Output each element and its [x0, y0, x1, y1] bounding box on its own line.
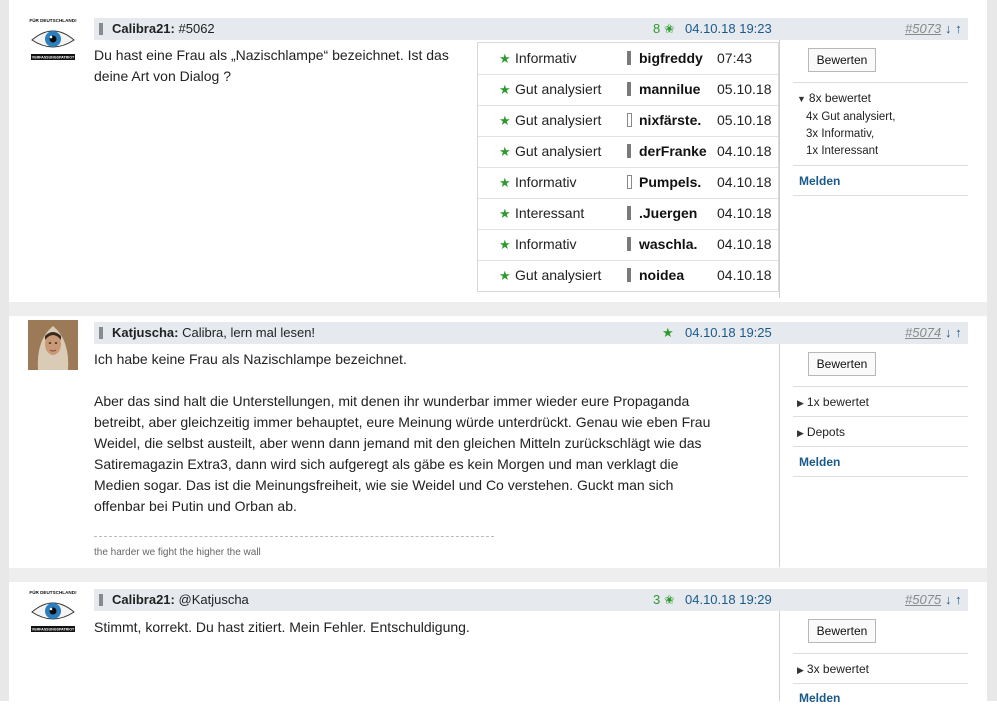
rating-row[interactable]: ★ Interessant .Juergen 04.10.18 — [478, 198, 778, 230]
rating-row[interactable]: ★ Informativ Pumpels. 04.10.18 — [478, 167, 778, 199]
navigate-arrows[interactable]: ↓ ↑ — [945, 325, 962, 340]
user-indicator-icon — [627, 175, 632, 189]
column-divider — [779, 344, 780, 567]
rater-name[interactable]: bigfreddy — [639, 50, 703, 66]
svg-text:VERFASSUNGSPATRIOT: VERFASSUNGSPATRIOT — [31, 55, 75, 60]
star-icon: ★ — [499, 113, 511, 128]
ratings-popup — [477, 42, 779, 292]
post-header — [94, 589, 968, 611]
divider — [793, 683, 968, 684]
header-marker — [99, 23, 103, 35]
body-line: Du hast eine Frau als „Nazischlampe“ bezeichnet. Ist das — [94, 47, 449, 63]
rater-name[interactable]: derFranke — [639, 143, 707, 159]
star-icon: ★ — [499, 144, 511, 159]
post-number-link[interactable]: #5073 — [905, 21, 942, 36]
user-indicator-icon — [627, 206, 631, 220]
page-frame-left — [0, 0, 9, 701]
rating-row[interactable]: ★ Gut analysiert noidea 04.10.18 — [499, 267, 772, 283]
star-icon: ★ — [499, 206, 511, 221]
ratings-toggle[interactable]: ▼ 8x bewertet — [797, 91, 871, 105]
post-separator — [9, 302, 987, 316]
divider — [793, 416, 968, 417]
post-date: 04.10.18 19:25 — [685, 325, 772, 340]
rating-row[interactable]: ★ Informativ bigfreddy 07:43 — [478, 43, 778, 75]
depots-toggle[interactable]: ▶ Depots — [797, 425, 845, 439]
signature-divider — [94, 536, 494, 537]
post-body — [94, 617, 470, 638]
avatar-katjuscha[interactable] — [28, 320, 78, 370]
triangle-right-icon: ▶ — [797, 398, 804, 408]
svg-text:FÜR DEUTSCHLAND!: FÜR DEUTSCHLAND! — [29, 18, 77, 23]
user-indicator-icon — [627, 268, 631, 282]
post-header — [94, 18, 968, 40]
post-header — [94, 322, 968, 344]
body-line: Medien sogar. Das ist die Meinungsfreiheit, wie sie Weidel und Co verstehen. Guckt man sich — [94, 477, 674, 493]
divider — [793, 195, 968, 196]
column-divider — [779, 40, 780, 298]
rating-row[interactable]: ★ Gut analysiert mannilue 05.10.18 — [478, 74, 778, 106]
report-link[interactable]: Melden — [799, 691, 841, 705]
body-line: Weidel, die selbst austeilt, aber wenn dann jemand mit den gleichen Mitteln zurückschlägt wie das — [94, 435, 702, 451]
body-blank-line — [94, 370, 710, 391]
rater-name[interactable]: noidea — [639, 267, 685, 283]
svg-text:FÜR DEUTSCHLAND!: FÜR DEUTSCHLAND! — [29, 590, 77, 595]
avatar-calibra21[interactable] — [28, 16, 78, 66]
user-indicator-icon — [627, 82, 631, 96]
rating-row[interactable]: ★ Informativ waschla. 04.10.18 — [478, 229, 778, 261]
divider — [793, 82, 968, 83]
star-plus-icon: ★ — [662, 325, 674, 340]
star-count: 8 ✬ — [653, 21, 675, 36]
divider — [793, 476, 968, 477]
star-plus-icon: ✬ — [663, 21, 675, 36]
body-line: Ich habe keine Frau als Nazischlampe bezeichnet. — [94, 351, 407, 367]
triangle-right-icon: ▶ — [797, 665, 804, 675]
signature: the harder we fight the higher the wall — [94, 547, 261, 558]
report-link[interactable]: Melden — [799, 174, 841, 188]
rating-row[interactable]: ★ Gut analysiert derFranke 04.10.18 — [478, 136, 778, 168]
svg-text:VERFASSUNGSPATRIOT: VERFASSUNGSPATRIOT — [31, 627, 75, 632]
post-body — [94, 45, 449, 87]
triangle-right-icon: ▶ — [797, 428, 804, 438]
page-frame-right — [987, 0, 997, 701]
column-divider — [779, 611, 780, 701]
user-indicator-icon — [627, 113, 632, 127]
user-indicator-icon — [627, 51, 631, 65]
post-number-link[interactable]: #5074 — [905, 325, 942, 340]
rater-name[interactable]: .Juergen — [639, 205, 698, 221]
body-line: Satiremagazin Extra3, dann wird sich aufgeregt als gäbe es kein Morgen und man verklagt die — [94, 456, 679, 472]
rate-button[interactable]: Bewerten — [808, 619, 876, 643]
body-line: betreibt, aber gleichzeitig immer behauptet, eure Meinung würde unterdrückt. Genau wie eben Frau — [94, 414, 711, 430]
navigate-arrows[interactable]: ↓ ↑ — [945, 592, 962, 607]
post-date: 04.10.18 19:29 — [685, 592, 772, 607]
rater-name[interactable]: mannilue — [639, 81, 701, 97]
star-icon: ★ — [499, 51, 511, 66]
user-indicator-icon — [627, 144, 631, 158]
post-author[interactable]: Calibra21: #5062 — [112, 21, 215, 36]
rater-name[interactable]: waschla. — [639, 236, 698, 252]
divider — [793, 653, 968, 654]
report-link[interactable]: Melden — [799, 455, 841, 469]
user-indicator-icon — [627, 237, 631, 251]
star-icon: ★ — [499, 82, 511, 97]
avatar-calibra21[interactable] — [28, 588, 78, 638]
star-count: 3 ✬ — [653, 592, 675, 607]
eye-logo-icon — [28, 16, 78, 66]
triangle-down-icon: ▼ — [797, 94, 806, 104]
rate-button[interactable]: Bewerten — [808, 48, 876, 72]
divider — [793, 386, 968, 387]
post-separator — [9, 568, 987, 582]
post-author[interactable]: Katjuscha: Calibra, lern mal lesen! — [112, 325, 316, 340]
body-line: deine Art von Dialog ? — [94, 68, 231, 84]
post-body — [94, 349, 710, 517]
rating-row[interactable]: ★ Gut analysiert nixfärste. 05.10.18 — [478, 105, 778, 137]
navigate-arrows[interactable]: ↓ ↑ — [945, 21, 962, 36]
body-line: offenbar bei Putin und Orban ab. — [94, 498, 297, 514]
star-icon: ★ — [499, 175, 511, 190]
post-date: 04.10.18 19:23 — [685, 21, 772, 36]
body-line: Aber das sind halt die Unterstellungen, mit denen ihr wunderbar immer wieder eure Propaganda — [94, 393, 690, 409]
ratings-toggle[interactable]: ▶ 1x bewertet — [797, 395, 869, 409]
body-line: Stimmt, korrekt. Du hast zitiert. Mein Fehler. Entschuldigung. — [94, 619, 470, 635]
eye-logo-icon — [28, 588, 78, 638]
post-subject: @Katjuscha — [178, 592, 249, 607]
post-subject: Calibra, lern mal lesen! — [182, 325, 316, 340]
rater-name[interactable]: Pumpels. — [639, 174, 702, 190]
header-marker — [99, 327, 103, 339]
rater-name[interactable]: nixfärste. — [639, 112, 702, 128]
rate-button[interactable]: Bewerten — [808, 352, 876, 376]
header-marker — [99, 594, 103, 606]
divider — [793, 446, 968, 447]
ratings-detail: 4x Gut analysiert, 3x Informativ, 1x Interessant — [806, 111, 896, 157]
post-author[interactable]: Calibra21: @Katjuscha — [112, 592, 249, 607]
post-number-link[interactable]: #5075 — [905, 592, 942, 607]
ratings-toggle[interactable]: ▶ 3x bewertet — [797, 662, 869, 676]
divider — [793, 165, 968, 166]
star-icon: ★ — [499, 237, 511, 252]
star-icon: ★ — [499, 268, 511, 283]
user-photo-icon — [28, 320, 78, 370]
star-plus-icon: ✬ — [663, 592, 675, 607]
post-subject: #5062 — [178, 21, 215, 36]
